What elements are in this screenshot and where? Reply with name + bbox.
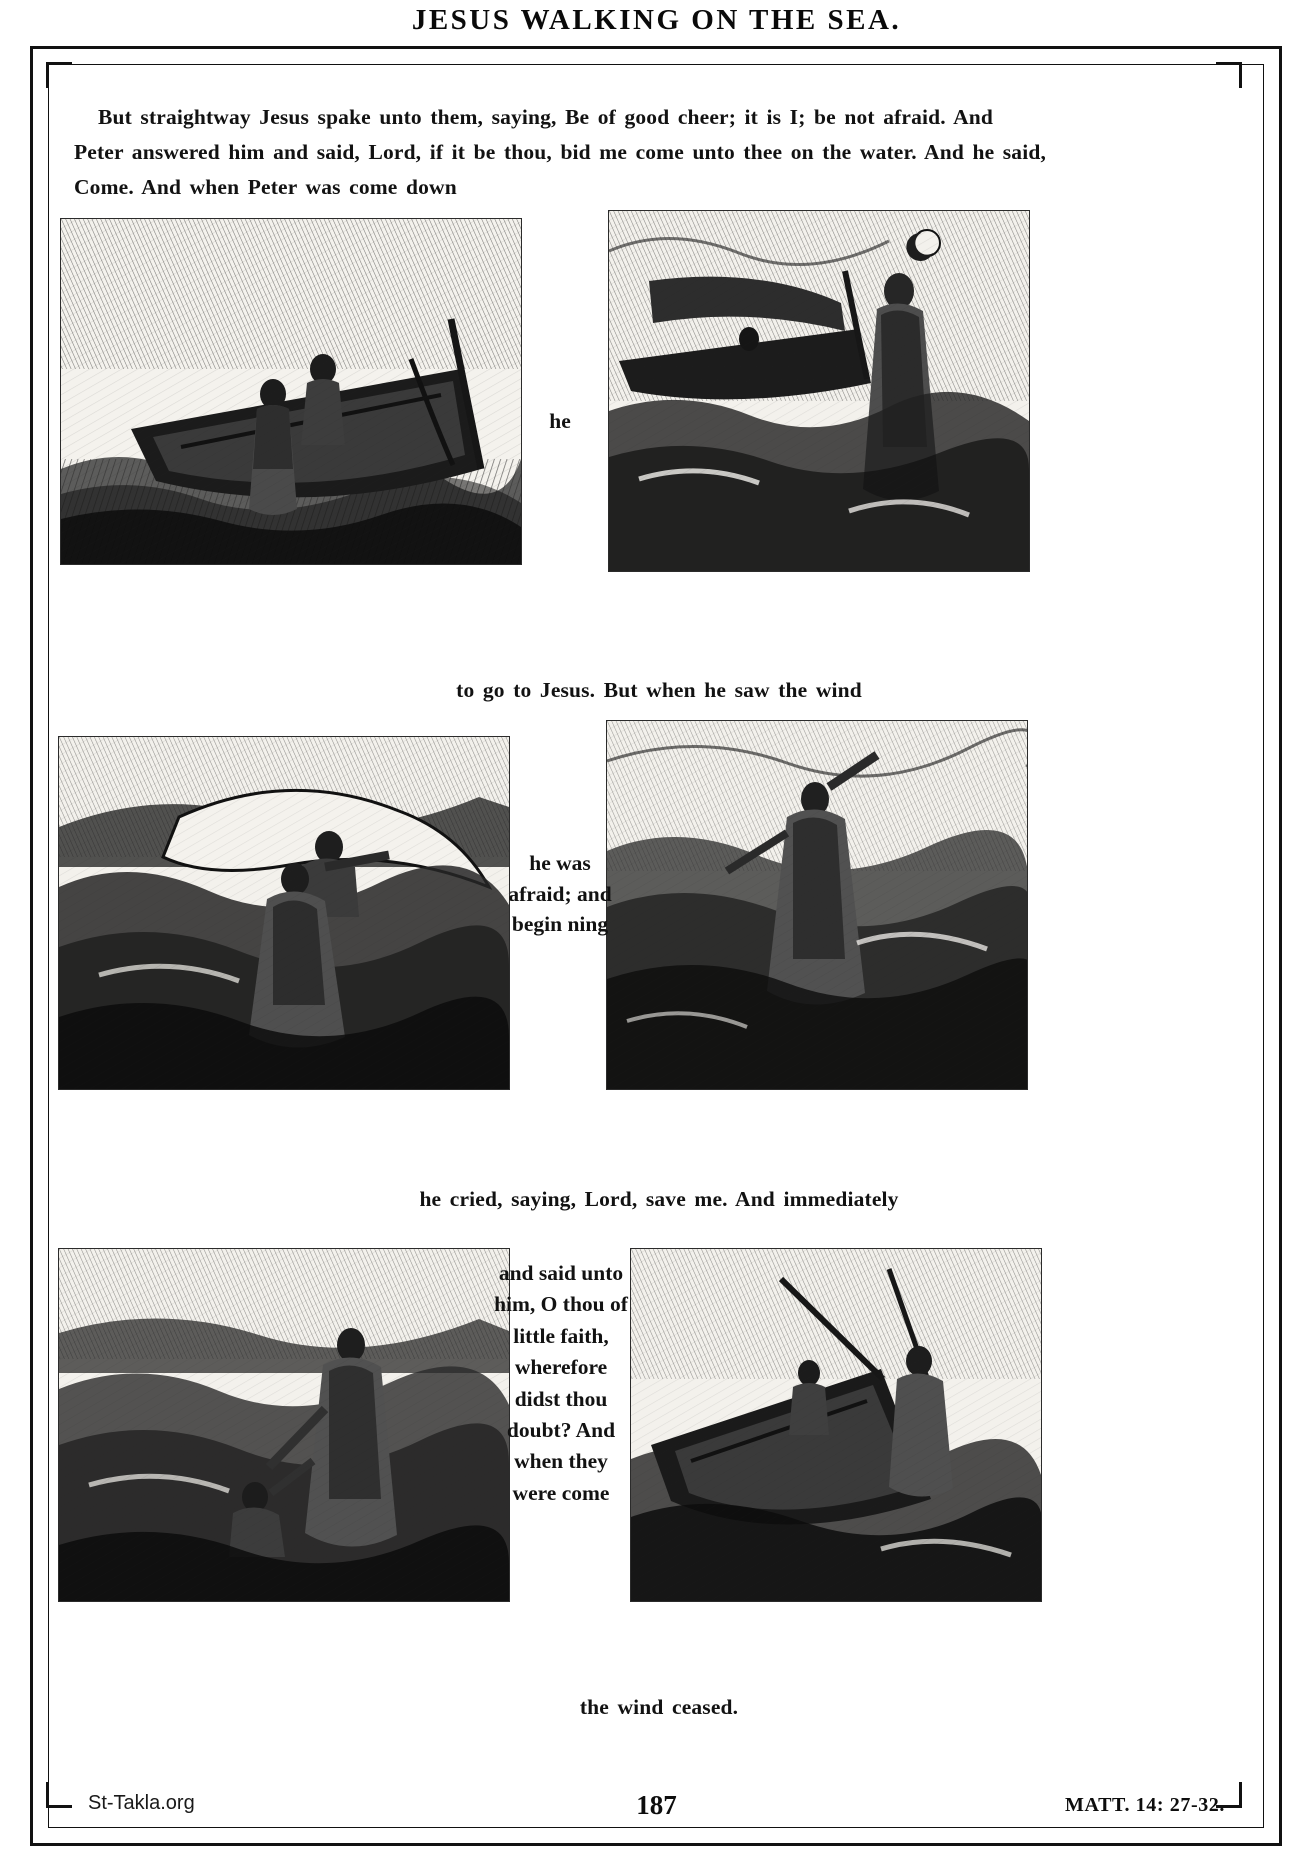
inline-text-he-was-afraid: he was afraid; and begin ning [508,851,612,937]
site-credit: St-Takla.org [88,1792,195,1814]
illustration-panel-4 [606,720,1028,1090]
intro-line-2: Peter answered him and said, Lord, if it be thou, bid me come unto thee on the water. And he said, [74,139,1046,164]
illustration-panel-1 [60,218,522,565]
intro-paragraph [74,100,1244,204]
illustration-panel-5 [58,1248,510,1602]
caption-1: to go to Jesus. But when he saw the wind [456,678,862,702]
caption-2: he cried, saying, Lord, save me. And immediately [419,1187,899,1211]
inline-text-he: he [549,409,571,433]
scripture-reference: MATT. 14: 27-32. [1065,1794,1225,1816]
illustration-panel-2 [608,210,1030,572]
illustration-panel-3 [58,736,510,1090]
intro-line-3: Come. And when Peter was come down [74,174,457,199]
corner-bracket-top-left [46,62,72,88]
inline-text-o-thou-of-little-faith: and said unto him, O thou of little faith, wherefore didst thou doubt? And when they were come [494,1261,628,1505]
illustration-panel-6 [630,1248,1042,1602]
intro-line-1: But straightway Jesus spake unto them, saying, Be of good cheer; it is I; be not afraid. And [98,105,993,129]
corner-bracket-top-right [1216,62,1242,88]
caption-3: the wind ceased. [579,1695,739,1719]
page-title: JESUS WALKING ON THE SEA. [411,4,902,36]
page-number: 187 [636,1790,677,1820]
